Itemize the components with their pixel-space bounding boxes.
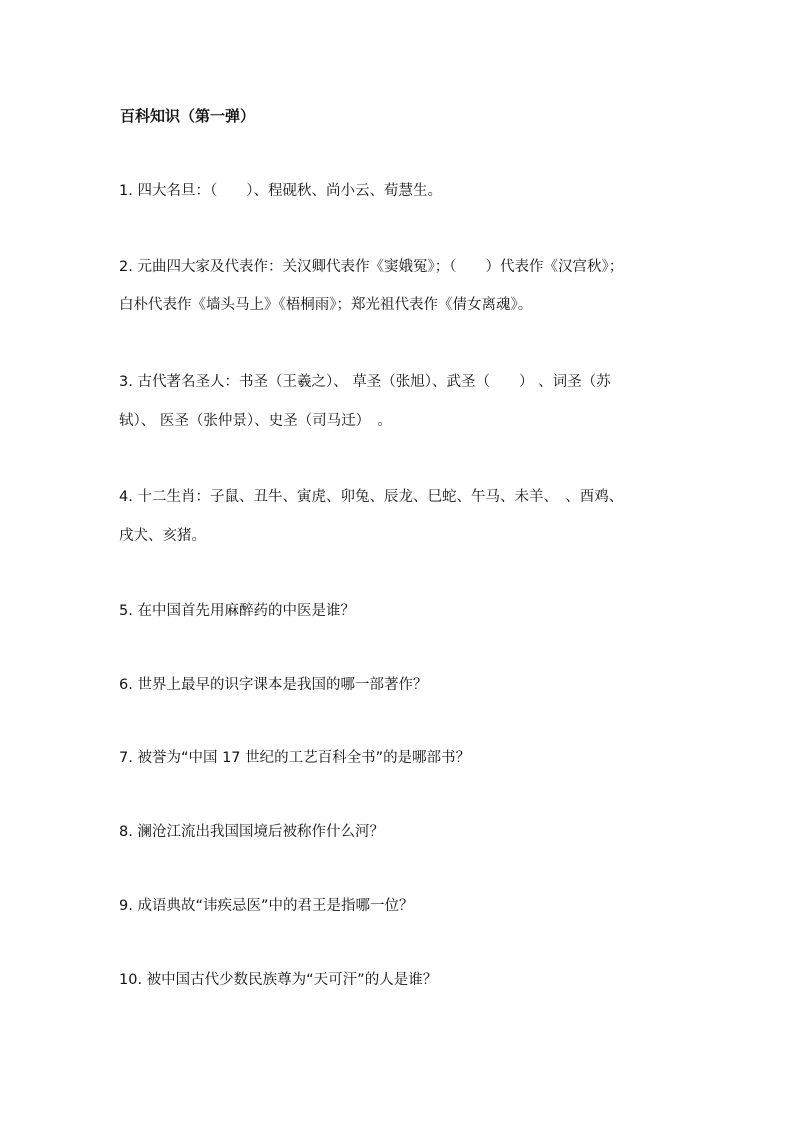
question-10: 10. 被中国古代少数民族尊为“天可汗”的人是谁？ bbox=[119, 972, 438, 988]
question-5: 5. 在中国首先用麻醉药的中医是谁？ bbox=[119, 603, 355, 619]
question-2-line-1: 2. 元曲四大家及代表作：关汉卿代表作《窦娥冤》；（ ）代表作《汉宫秋》； bbox=[119, 259, 624, 275]
question-2-line-2: 白朴代表作《墙头马上》《梧桐雨》；郑光祖代表作《倩女离魂》。 bbox=[119, 297, 533, 313]
question-1-line-1: 1. 四大名旦：（ ）、程砚秋、尚小云、荀慧生。 bbox=[119, 183, 442, 199]
question-7: 7. 被誉为“中国 17 世纪的工艺百科全书”的是哪部书？ bbox=[119, 750, 471, 766]
question-4-line-2: 戌犬、亥猪。 bbox=[119, 528, 206, 544]
question-9: 9. 成语典故“讳疾忌医”中的君王是指哪一位？ bbox=[119, 898, 414, 914]
question-8: 8. 澜沧江流出我国国境后被称作什么河？ bbox=[119, 824, 384, 840]
question-4-line-1: 4. 十二生肖：子鼠、丑牛、寅虎、卯兔、辰龙、巳蛇、午马、未羊、 、酉鸡、 bbox=[119, 489, 624, 505]
question-6: 6. 世界上最早的识字课本是我国的哪一部著作？ bbox=[119, 677, 428, 693]
question-3-line-2: 轼）、 医圣（张仲景）、史圣（司马迁） 。 bbox=[119, 413, 392, 429]
page-title: 百科知识（第一弹） bbox=[120, 107, 256, 125]
question-3-line-1: 3. 古代著名圣人：书圣（王羲之）、 草圣（张旭）、武圣（ ） 、词圣（苏 bbox=[119, 374, 611, 390]
